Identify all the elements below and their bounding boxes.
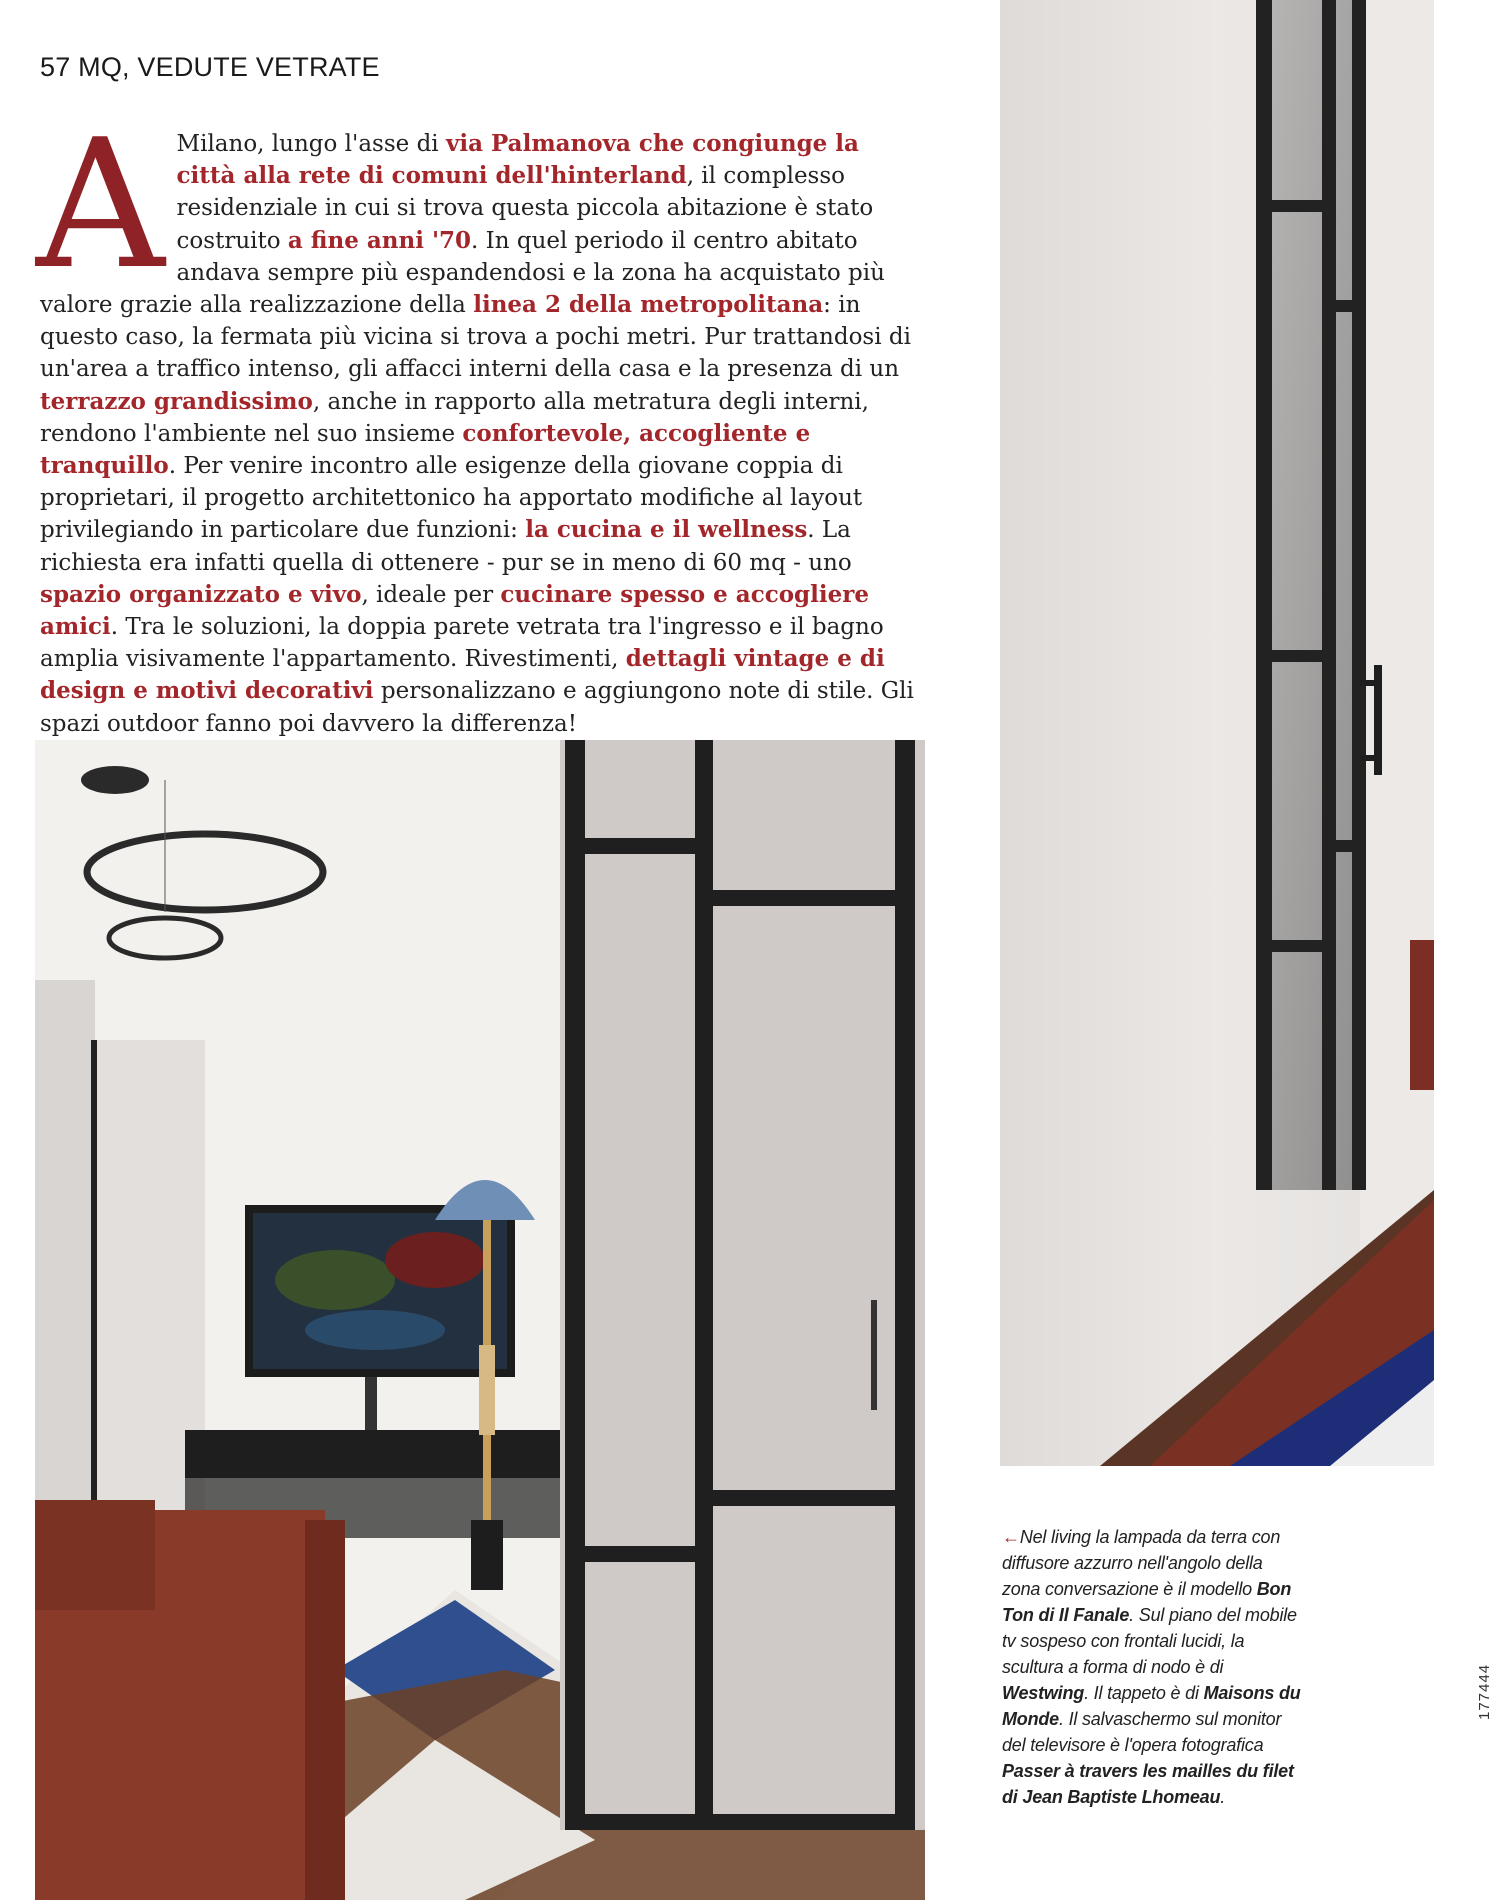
- article-highlight: terrazzo grandissimo: [40, 387, 313, 415]
- drop-cap: A: [36, 101, 165, 308]
- article-run: . In quel periodo il centro abitato andava sempre più espandendosi e la zona ha acquistato più valore grazie alla realizzazione della: [40, 227, 885, 319]
- photo-glass-door-detail: [1000, 0, 1434, 1466]
- article-run: . Per venire incontro alle esigenze della giovane coppia di proprietari, il progetto architettonico ha apportato modifiche al layout privilegiando in particolare due funzioni:: [40, 453, 863, 544]
- article-run: , il complesso residenziale in cui si trova questa piccola abitazione è stato costruito: [176, 163, 874, 254]
- article-run: personalizzano e aggiungono note di stile. Gli spazi outdoor fanno poi davvero la differenza!: [40, 678, 914, 737]
- caption-run: . Il salvaschermo sul monitor del televisore è l'opera fotografica: [1002, 1709, 1282, 1755]
- article-run: : in questo caso, la fermata più vicina si trova a pochi metri. Pur trattandosi di un'area a traffico intenso, gli affacci interni della casa e la presenza di un: [40, 292, 911, 383]
- photo-caption: [1002, 1524, 1302, 1810]
- article-run: . La richiesta era infatti quella di ottenere - pur se in meno di 60 mq - uno: [40, 517, 852, 576]
- caption-credit: Passer à travers les mailles du filet di Jean Baptiste Lhomeau: [1002, 1761, 1294, 1807]
- article-highlight: linea 2 della metropolitana: [473, 291, 824, 319]
- caption-run: .: [1220, 1787, 1226, 1807]
- arrow-left-icon: ←: [1002, 1527, 1020, 1547]
- article-highlight: la cucina e il wellness: [525, 516, 808, 544]
- caption-run: Nel living la lampada da terra con diffusore azzurro nell'angolo della zona conversazione è il modello: [1002, 1527, 1281, 1599]
- article-highlight: cucinare spesso e accogliere amici: [40, 580, 869, 641]
- photo-living-room: [35, 740, 925, 1900]
- caption-credit: Maisons du Monde: [1002, 1683, 1301, 1729]
- article-highlight: a fine anni '70: [287, 226, 472, 254]
- article-run: Milano, lungo l'asse di: [176, 131, 446, 157]
- article-highlight: via Palmanova che congiunge la città alla rete di comuni dell'hinterland: [176, 130, 859, 190]
- caption-run: . Sul piano del mobile tv sospeso con frontali lucidi, la scultura a forma di nodo è di: [1002, 1605, 1297, 1677]
- article-body: [36, 101, 925, 740]
- caption-text: [1002, 1527, 1301, 1807]
- article-highlight: dettagli vintage e di design e motivi decorativi: [40, 645, 885, 705]
- article-run: . Tra le soluzioni, la doppia parete vetrata tra l'ingresso e il bagno amplia visivamente l'appartamento. Rivestimenti,: [40, 614, 884, 673]
- article-run: , ideale per: [361, 581, 501, 608]
- caption-credit: Westwing: [1002, 1683, 1085, 1703]
- section-kicker: 57 MQ, VEDUTE VETRATE: [40, 52, 380, 82]
- article-highlight: spazio organizzato e vivo: [40, 580, 362, 608]
- side-code: 177444: [1476, 1663, 1493, 1720]
- article-highlight: confortevole, accogliente e tranquillo: [40, 419, 811, 480]
- caption-credit: Bon Ton di Il Fanale: [1002, 1579, 1292, 1625]
- article-text: [40, 131, 914, 737]
- article-run: , anche in rapporto alla metratura degli interni, rendono l'ambiente nel suo insieme: [40, 388, 869, 447]
- caption-run: . Il tappeto è di: [1084, 1683, 1204, 1703]
